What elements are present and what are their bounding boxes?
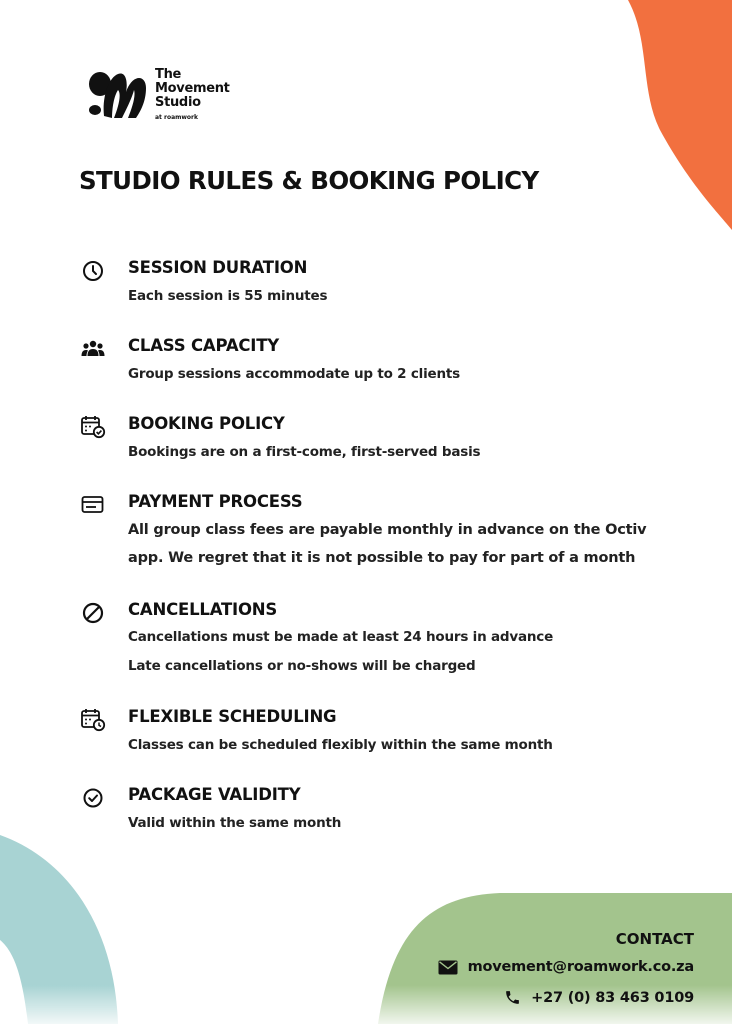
rule-text: Late cancellations or no-shows will be charged	[128, 658, 476, 674]
calendar-check-icon	[80, 414, 106, 440]
rule-text: Cancellations must be made at least 24 hours in advance	[128, 629, 554, 645]
rule-text: Classes can be scheduled flexibly within the same month	[128, 737, 553, 753]
rule-text: Valid within the same month	[128, 815, 342, 831]
logo-subline: at roamwork	[155, 114, 199, 121]
rule-text: app. We regret that it is not possible to pay for part of a month	[128, 550, 636, 566]
rule-heading: PACKAGE VALIDITY	[128, 785, 301, 804]
contact-phone[interactable]	[504, 989, 694, 1006]
rule-heading: SESSION DURATION	[128, 258, 308, 277]
rule-heading: FLEXIBLE SCHEDULING	[128, 707, 337, 726]
rule-heading: PAYMENT PROCESS	[128, 492, 303, 511]
contact-email-text[interactable]: movement@roamwork.co.za	[467, 959, 694, 975]
studio-logo	[88, 68, 248, 124]
logo-line-1: The	[155, 67, 182, 82]
movement-logo-icon	[88, 68, 150, 120]
envelope-icon	[438, 960, 458, 975]
logo-line-3: Studio	[155, 95, 201, 110]
rule-heading: BOOKING POLICY	[128, 414, 285, 433]
rule-heading: CLASS CAPACITY	[128, 336, 280, 355]
logo-wordmark	[155, 68, 230, 125]
prohibited-icon	[80, 600, 106, 626]
calendar-clock-icon	[80, 707, 106, 733]
rule-text: Group sessions accommodate up to 2 clients	[128, 366, 460, 382]
group-icon	[80, 336, 106, 362]
rule-text: Bookings are on a first-come, first-served basis	[128, 444, 481, 460]
rule-heading: CANCELLATIONS	[128, 600, 278, 619]
rule-text: Each session is 55 minutes	[128, 288, 328, 304]
contact-email[interactable]	[438, 959, 694, 975]
check-circle-icon	[80, 785, 106, 811]
rule-text: All group class fees are payable monthly in advance on the Octiv	[128, 522, 647, 538]
clock-icon	[80, 258, 106, 284]
contact-heading: CONTACT	[615, 930, 694, 948]
logo-line-2: Movement	[155, 81, 230, 96]
contact-phone-text[interactable]: +27 (0) 83 463 0109	[531, 989, 694, 1006]
card-icon	[80, 492, 106, 518]
phone-icon	[504, 989, 521, 1006]
page-title: STUDIO RULES & BOOKING POLICY	[79, 166, 539, 195]
